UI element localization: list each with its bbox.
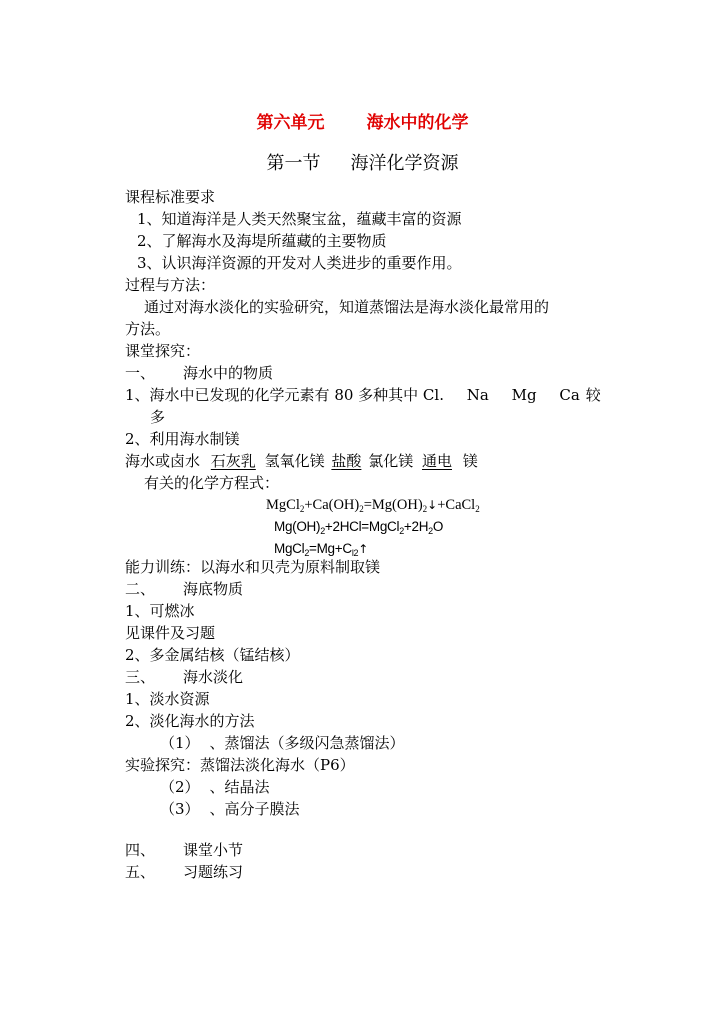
elements-line-2: 多 bbox=[150, 408, 166, 426]
section-2-number: 二、 bbox=[125, 580, 156, 598]
standards-item-2: 2、了解海水及海堤所蕴藏的主要物质 bbox=[137, 232, 387, 250]
flow-magnesium: 镁 bbox=[462, 452, 478, 470]
freshwater-resources: 1、淡水资源 bbox=[125, 690, 210, 708]
process-text-line-2: 方法。 bbox=[125, 320, 171, 338]
section-title-text: 海洋化学资源 bbox=[350, 153, 459, 174]
eq1-sub-a: 2 bbox=[299, 504, 305, 514]
elements-text: 1、海水中已发现的化学元素有 80 多种其中 Cl. bbox=[125, 386, 444, 404]
section-2-title: 海底物质 bbox=[183, 580, 244, 598]
elements-tail: 较 bbox=[585, 386, 601, 404]
process-heading: 过程与方法： bbox=[125, 276, 216, 294]
element-mg: Mg bbox=[511, 386, 537, 404]
eq2-sub-b: 2 bbox=[399, 526, 404, 536]
eq1-part-a: MgCl bbox=[266, 497, 300, 513]
eq1-sub-d: 2 bbox=[475, 504, 480, 514]
eq2-part-a: Mg(OH) bbox=[274, 519, 321, 534]
section-4-number: 四、 bbox=[125, 841, 156, 859]
eq1-sub-b: 2 bbox=[359, 504, 364, 514]
eq2-part-d: O bbox=[432, 519, 444, 534]
section-3-title: 海水淡化 bbox=[183, 668, 244, 686]
flow-hydrochloric-acid: 盐酸 bbox=[331, 452, 362, 470]
eq1-sub-c: 2 bbox=[422, 504, 428, 514]
flow-lime-milk: 石灰乳 bbox=[210, 452, 256, 470]
eq3-sub-b: l2 bbox=[351, 548, 359, 558]
ability-training: 能力训练：以海水和贝壳为原料制取镁 bbox=[125, 558, 381, 576]
method-2 bbox=[160, 777, 270, 797]
section-title-number: 第一节 bbox=[266, 153, 321, 174]
section-1-title: 海水中的物质 bbox=[183, 364, 274, 382]
process-flow bbox=[125, 451, 478, 471]
eq3-sub-a: 2 bbox=[304, 548, 310, 558]
element-na: Na bbox=[466, 386, 489, 404]
standards-item-1: 1、知道海洋是人类天然聚宝盆，蕴藏丰富的资源 bbox=[137, 210, 462, 228]
element-ca: Ca bbox=[559, 386, 580, 404]
flow-electrolysis: 通电 bbox=[421, 452, 452, 470]
flow-hydroxide: 氢氧化镁 bbox=[264, 452, 325, 470]
section-5-heading bbox=[125, 862, 243, 882]
equations-heading: 有关的化学方程式： bbox=[144, 474, 280, 492]
eq2-sub-c: 2 bbox=[428, 526, 433, 536]
method-3 bbox=[160, 799, 300, 819]
standards-item-3: 3、认识海洋资源的开发对人类进步的重要作用。 bbox=[137, 254, 462, 272]
eq2-part-b: +2HCl=MgCl bbox=[324, 519, 400, 534]
unit-title bbox=[0, 111, 725, 135]
section-title bbox=[0, 151, 725, 177]
experiment-inquiry: 实验探究：蒸馏法淡化海水（P6） bbox=[125, 756, 355, 774]
method-1-number: （1） bbox=[160, 734, 200, 752]
method-2-number: （2） bbox=[160, 778, 200, 796]
equation-3 bbox=[274, 539, 368, 559]
magnesium-heading: 2、利用海水制镁 bbox=[125, 430, 240, 448]
courseware-note: 见课件及习题 bbox=[125, 624, 216, 642]
process-text-line-1: 通过对海水淡化的实验研究，知道蒸馏法是海水淡化最常用的 bbox=[144, 298, 550, 316]
gas-arrow-icon: ↑ bbox=[358, 542, 368, 556]
eq2-sub-a: 2 bbox=[320, 526, 325, 536]
combustible-ice: 1、可燃冰 bbox=[125, 602, 195, 620]
section-3-number: 三、 bbox=[125, 668, 156, 686]
equation-1 bbox=[266, 495, 480, 515]
precipitate-arrow-icon: ↓ bbox=[427, 498, 438, 512]
unit-title-number: 第六单元 bbox=[256, 113, 325, 133]
flow-chloride: 氯化镁 bbox=[368, 452, 414, 470]
method-3-number: （3） bbox=[160, 800, 200, 818]
desalination-methods: 2、淡化海水的方法 bbox=[125, 712, 255, 730]
equation-2 bbox=[274, 517, 443, 537]
standards-heading: 课程标准要求 bbox=[125, 188, 216, 206]
polymetallic-nodules: 2、多金属结核（锰结核） bbox=[125, 646, 300, 664]
section-2-heading bbox=[125, 579, 243, 599]
unit-title-text: 海水中的化学 bbox=[366, 113, 469, 133]
section-4-title: 课堂小节 bbox=[183, 841, 244, 859]
eq1-part-c: =Mg(OH) bbox=[363, 497, 423, 513]
section-5-title: 习题练习 bbox=[183, 863, 244, 881]
eq1-part-d: +CaCl bbox=[437, 497, 476, 513]
elements-line bbox=[125, 385, 601, 405]
method-2-text: 、结晶法 bbox=[209, 778, 270, 796]
eq1-part-b: +Ca(OH) bbox=[304, 497, 360, 513]
section-5-number: 五、 bbox=[125, 863, 156, 881]
eq3-part-b: =Mg+C bbox=[309, 541, 352, 556]
eq3-part-a: MgCl bbox=[274, 541, 305, 556]
method-3-text: 、高分子膜法 bbox=[209, 800, 300, 818]
method-1-text: 、蒸馏法（多级闪急蒸馏法） bbox=[209, 734, 405, 752]
eq2-part-c: +2H bbox=[403, 519, 429, 534]
method-1 bbox=[160, 733, 405, 753]
section-1-number: 一、 bbox=[125, 364, 156, 382]
section-4-heading bbox=[125, 840, 243, 860]
section-3-heading bbox=[125, 667, 243, 687]
section-1-heading bbox=[125, 363, 273, 383]
flow-seawater: 海水或卤水 bbox=[125, 452, 201, 470]
inquiry-heading: 课堂探究： bbox=[125, 342, 201, 360]
